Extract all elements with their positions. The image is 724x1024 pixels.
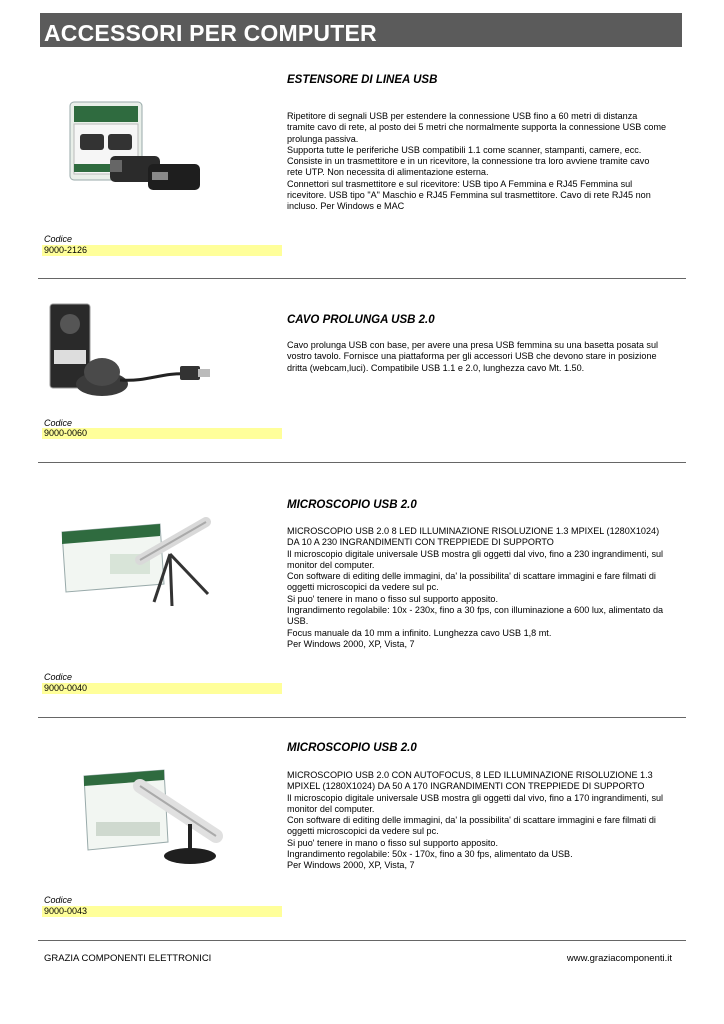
footer-company: GRAZIA COMPONENTI ELETTRONICI <box>44 953 212 964</box>
footer-website[interactable]: www.graziacomponenti.it <box>566 953 672 964</box>
divider <box>38 278 686 279</box>
product-1 <box>40 60 686 260</box>
code-label: Codice <box>44 418 73 428</box>
code-label: Codice <box>44 672 73 682</box>
product-4 <box>40 740 686 920</box>
divider <box>38 717 686 718</box>
product-code: 9000-0040 <box>42 683 282 694</box>
product-code: 9000-0060 <box>42 428 282 439</box>
product-3 <box>40 486 686 696</box>
product-2 <box>40 300 686 450</box>
product-description: Ripetitore di segnali USB per estendere la connessione USB fino a 60 metri di distanza tramite cavo di rete, al posto dei 5 metri che normalmente supporta la connessione USB come prolunga passiva. Supporta tutte le periferiche USB compatibili 1.1 come scanner, stampanti, camere, ecc. Consiste in un trasmettitore e in un ricevitore, la connessione tra loro avviene tramite cavo rete UTP. Non necessita di alimentazione esterna. Connettori sul trasmettitore e sul ricevitore: USB tipo A Femmina e RJ45 Femmina sul ricevitore. USB tipo "A" Maschio e RJ45 Femmina sul trasmettitore. Cavo di rete RJ45 non incluso. Per Windows e MAC <box>287 111 667 212</box>
product-image-microscope-autofocus <box>40 766 280 866</box>
product-title: MICROSCOPIO USB 2.0 <box>287 742 417 754</box>
product-description: Cavo prolunga USB con base, per avere una presa USB femmina su una basetta posata sul vostro tavolo. Fornisce una piattaforma per gli accessori USB che devono stare in posizione dritta (webcam,luci). Compatibile USB 1.1 e 2.0, lunghezza cavo Mt. 1.50. <box>287 340 659 373</box>
product-title: CAVO PROLUNGA USB 2.0 <box>287 314 435 326</box>
product-title: ESTENSORE DI LINEA USB <box>287 74 438 86</box>
product-image-usb-cable <box>40 302 280 412</box>
product-image-usb-extender <box>40 98 280 248</box>
product-code: 9000-0043 <box>42 906 282 917</box>
product-description: MICROSCOPIO USB 2.0 CON AUTOFOCUS, 8 LED ILLUMINAZIONE RISOLUZIONE 1.3 MPIXEL (1280X1024) DA 50 A 170 INGRANDIMENTI CON TREPPIEDE DI SUPPORTO Il microscopio digitale universale USB mostra gli oggetti dal vivo, fino a 170 ingrandimenti, sul monitor del computer. Con software di editing delle immagini, da' la possibilita' di scattare immagini e fare filmati di oggetti microscopici da vedere sul pc. Si puo' tenere in mano o fisso sul supporto apposito. Ingrandimento regolabile: 50x - 170x, fino a 30 fps, alimentato da USB. Per Windows 2000, XP, Vista, 7 <box>287 770 664 871</box>
code-label: Codice <box>44 234 73 244</box>
product-code: 9000-2126 <box>42 245 282 256</box>
product-description: MICROSCOPIO USB 2.0 8 LED ILLUMINAZIONE RISOLUZIONE 1.3 MPIXEL (1280X1024) DA 10 A 230 INGRANDIMENTI CON TREPPIEDE DI SUPPORTO Il microscopio digitale universale USB mostra gli oggetti dal vivo, fino a 230 ingrandimenti, sul monitor del computer. Con software di editing delle immagini, da' la possibilita' di scattare immagini e fare filmati di oggetti microscopici da vedere sul pc. Si puo' tenere in mano o fisso sul supporto apposito. Ingrandimento regolabile: 10x - 230x, fino a 30 fps, con illuminazione a 600 lux, alimentato da USB. Focus manuale da 10 mm a infinito. Lunghezza cavo USB 1,8 mt. Per Windows 2000, XP, Vista, 7 <box>287 526 664 649</box>
divider <box>38 462 686 463</box>
page-title: ACCESSORI PER COMPUTER <box>44 20 377 46</box>
page-header <box>40 13 682 47</box>
code-label: Codice <box>44 895 73 905</box>
product-image-microscope <box>40 514 280 614</box>
divider <box>38 940 686 941</box>
product-title: MICROSCOPIO USB 2.0 <box>287 499 417 511</box>
